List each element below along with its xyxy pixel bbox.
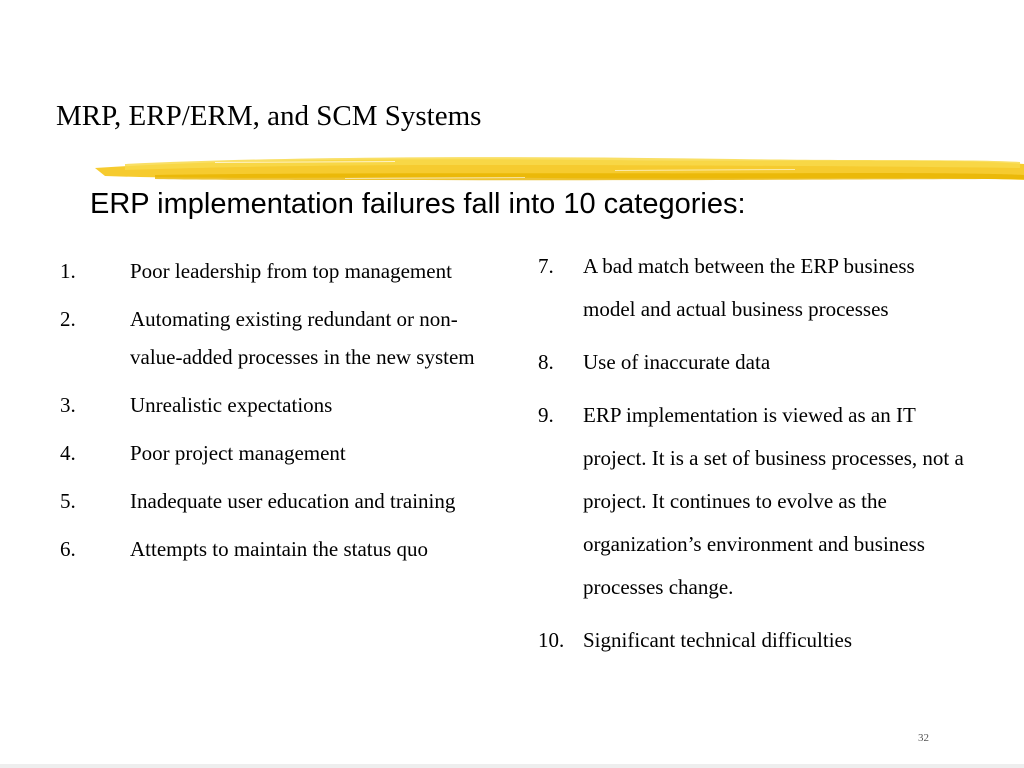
- list-item: [60, 530, 480, 568]
- item-text: Attempts to maintain the status quo: [130, 537, 429, 561]
- footer-divider: [0, 764, 1024, 768]
- item-number: 4.: [60, 441, 76, 465]
- item-number: 9.: [538, 403, 554, 427]
- item-number: 3.: [60, 393, 76, 417]
- item-text: Inadequate user education and training: [130, 489, 456, 513]
- item-number: 2.: [60, 307, 76, 331]
- slide-title: MRP, ERP/ERM, and SCM Systems: [56, 100, 482, 132]
- list-item: [538, 619, 968, 662]
- list-item: [60, 434, 480, 472]
- list-item: [538, 394, 968, 609]
- item-text: A bad match between the ERP business model and actual business processes: [583, 254, 915, 321]
- item-text: Poor project management: [130, 441, 346, 465]
- item-number: 1.: [60, 259, 76, 283]
- item-number: 8.: [538, 350, 554, 374]
- list-item: [538, 245, 968, 331]
- list-item: [60, 300, 480, 376]
- failure-list-left: [60, 252, 480, 578]
- item-text: Use of inaccurate data: [583, 350, 771, 374]
- item-number: 10.: [538, 628, 565, 652]
- item-text: ERP implementation is viewed as an IT project. It is a set of business processes, not a project. It continues to evolve as the organization’s environment and business processes change.: [583, 403, 964, 599]
- item-number: 6.: [60, 537, 76, 561]
- item-text: Automating existing redundant or non-value-added processes in the new system: [130, 307, 475, 369]
- item-text: Significant technical difficulties: [583, 628, 853, 652]
- list-item: [538, 341, 968, 384]
- item-text: Unrealistic expectations: [130, 393, 333, 417]
- list-item: [60, 386, 480, 424]
- item-number: 7.: [538, 254, 554, 278]
- slide-subtitle: ERP implementation failures fall into 10 categories:: [90, 188, 746, 220]
- item-text: Poor leadership from top management: [130, 259, 452, 283]
- page-number: 32: [918, 732, 929, 744]
- highlighter-stroke-decoration: [95, 150, 1024, 188]
- list-item: [60, 252, 480, 290]
- item-number: 5.: [60, 489, 76, 513]
- list-item: [60, 482, 480, 520]
- failure-list-right: [538, 245, 968, 672]
